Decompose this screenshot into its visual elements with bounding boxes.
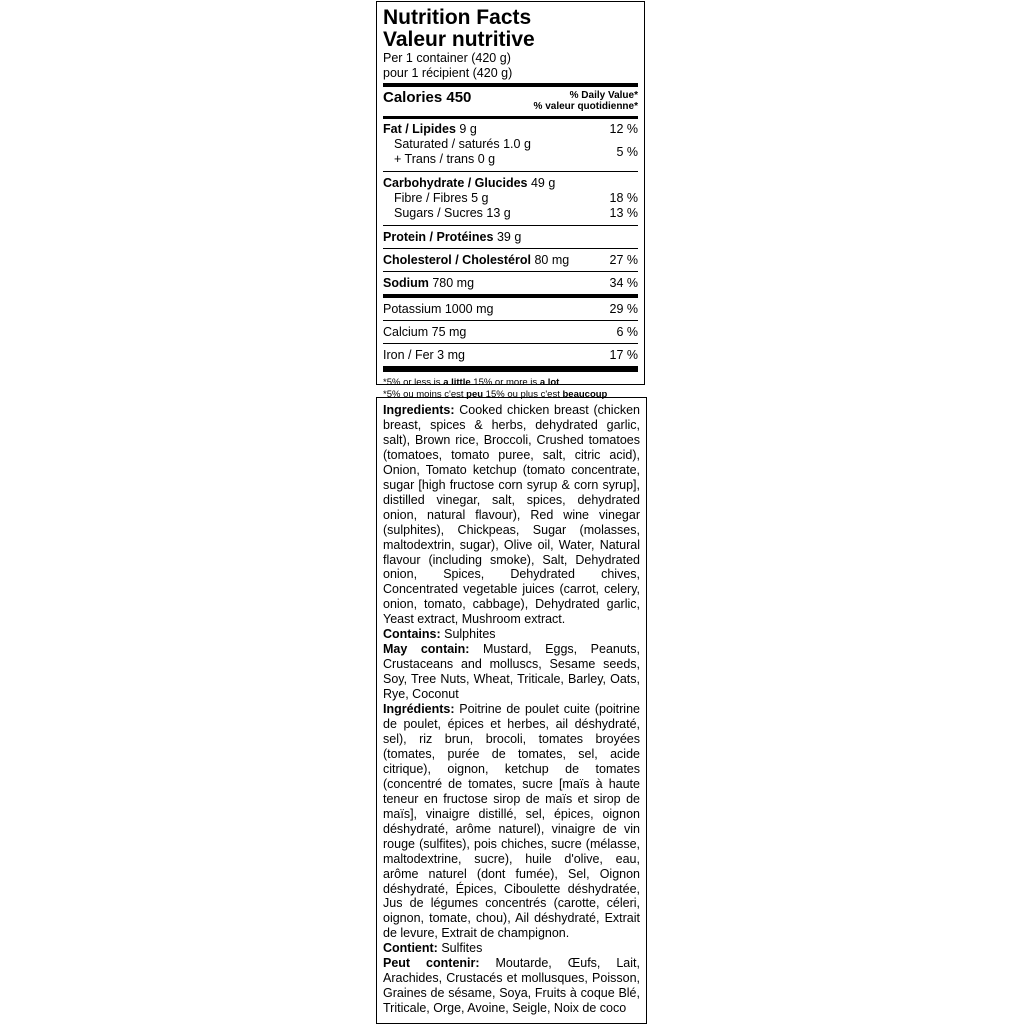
serving-size-fr: pour 1 récipient (420 g) — [383, 66, 513, 80]
nutrition-title-en: Nutrition Facts — [383, 6, 532, 29]
sugars-row — [383, 206, 638, 221]
fat-percent: 12 % — [609, 122, 638, 136]
divider — [383, 366, 638, 372]
divider — [383, 320, 638, 321]
may-contain-en-text: Mustard, Eggs, Peanuts, Crustaceans and molluscs, Sesame seeds, Soy, Tree Nuts, Wheat, Triticale, Barley, Oats, Rye, Coconut — [383, 642, 640, 702]
may-contain-en — [383, 642, 640, 702]
may-contain-fr — [383, 956, 640, 1016]
contains-fr-label: Contient: — [383, 941, 438, 956]
contains-en-text: Sulphites — [440, 627, 496, 642]
cholesterol-label: Cholesterol / Cholestérol — [383, 253, 531, 267]
sodium-label: Sodium — [383, 276, 429, 290]
footnote-en — [383, 377, 638, 389]
potassium-row — [383, 302, 638, 317]
divider — [383, 116, 638, 119]
fat-row — [383, 122, 638, 137]
calories: Calories 450 — [383, 89, 472, 106]
calories-row — [383, 87, 638, 116]
ingredients-fr-label: Ingrédients: — [383, 702, 455, 717]
footnote-en-text: 15% or more is — [470, 377, 540, 388]
divider — [383, 225, 638, 226]
ingredients-en-text: Cooked chicken breast (chicken breast, spices & herbs, dehydrated garlic, salt), Brown rice, Broccoli, Crushed tomatoes (tomatoes, tomato puree, salt, citric acid), Onion, Tomato ketchup (tomato concentrate, sugar [high fructose corn syrup & corn syrup], distilled vinegar, salt, spices, dehydrated onion, natural flavour), Red wine vinegar (sulphites), Chickpeas, Sugar (molasses, maltodextrin, sugar), Olive oil, Water, Natural flavour (including smoke), Salt, Dehydrated onion, Spices, Dehydrated chives, Concentrated vegetable juices (carrot, celery, onion, tomato, cabbage), Dehydrated garlic, Yeast extract, Mushroom extract. — [383, 403, 640, 627]
daily-value-header — [534, 90, 638, 112]
protein-row — [383, 230, 638, 245]
iron-percent: 17 % — [609, 348, 638, 362]
ingredients-fr — [383, 702, 640, 941]
protein-amount: 39 g — [496, 230, 522, 244]
cholesterol-percent: 27 % — [609, 253, 638, 267]
iron-label: Iron / Fer 3 mg — [383, 348, 465, 362]
footnote-fr-text: 15% ou plus c'est — [483, 389, 563, 400]
may-contain-fr-text: Moutarde, Œufs, Lait, Arachides, Crustacés et mollusques, Poisson, Graines de sésame, Soya, Fruits à coque Blé, Triticale, Orge, Avoine, Seigle, Noix de coco — [383, 956, 640, 1016]
fibre-row — [383, 191, 638, 206]
serving-size-en: Per 1 container (420 g) — [383, 51, 511, 65]
contains-en-label: Contains: — [383, 627, 441, 642]
carbohydrate-amount: 49 g — [530, 176, 556, 190]
divider — [383, 271, 638, 272]
fat-amount: 9 g — [459, 122, 477, 136]
ingredients-en-label: Ingredients: — [383, 403, 455, 417]
nutrition-title-fr: Valeur nutritive — [383, 28, 535, 51]
cholesterol-amount: 80 mg — [534, 253, 570, 267]
potassium-percent: 29 % — [609, 302, 638, 316]
iron-row — [383, 348, 638, 363]
ingredients-fr-text: Poitrine de poulet cuite (poitrine de poulet, épices et herbes, ail déshydraté, sel), riz brun, brocoli, tomates broyées (tomates, purée de tomates, sel, acide citrique), oignon, ketchup de tomates (concentré de tomates, sucre [maïs à haute teneur en fructose sirop de maïs et sirop de maïs], vinaigre distillé, sel, épices, oignon déshydraté, arôme naturel), vinaigre de vin rouge (sulfites), pois chiches, sucre (mélasse, maltodextrine, sucre), huile d'olive, eau, arôme naturel (dont fumée), Sel, Oignon déshydraté, Épices, Ciboulette déshydratée, Jus de légumes concentrés (carotte, céleri, oignon, tomate, chou), Ail déshydraté, Extrait de levure, Extrait de champignon. — [383, 702, 640, 941]
potassium-label: Potassium 1000 mg — [383, 302, 494, 316]
ingredients-en — [383, 403, 640, 627]
sugars-label: Sugars / Sucres 13 g — [394, 206, 511, 220]
daily-value-fr: % valeur quotidienne* — [533, 101, 638, 112]
footnote-en-little: a little — [443, 377, 471, 388]
calcium-percent: 6 % — [616, 325, 638, 339]
carbohydrate-label: Carbohydrate / Glucides — [383, 176, 528, 190]
divider — [383, 294, 638, 298]
footnote-fr-peu: peu — [466, 389, 484, 400]
footnote-fr-beaucoup: beaucoup — [562, 389, 608, 400]
fibre-label: Fibre / Fibres 5 g — [394, 191, 489, 205]
contains-en — [383, 627, 640, 642]
fat-label: Fat / Lipides — [383, 122, 456, 136]
cholesterol-row — [383, 253, 638, 268]
daily-value-en: % Daily Value* — [569, 90, 638, 101]
saturated-trans-row — [383, 137, 638, 167]
sodium-amount: 780 mg — [432, 276, 475, 290]
saturated-label: Saturated / saturés 1.0 g — [394, 137, 531, 151]
calcium-row — [383, 325, 638, 340]
contains-fr — [383, 941, 640, 956]
fibre-percent: 18 % — [609, 191, 638, 205]
divider — [383, 171, 638, 172]
footnote-fr-text: *5% ou moins c'est — [383, 389, 467, 400]
trans-label: + Trans / trans 0 g — [394, 152, 496, 166]
calcium-label: Calcium 75 mg — [383, 325, 467, 339]
carbohydrate-row — [383, 176, 638, 191]
nutrition-facts-table — [376, 1, 645, 400]
footnote-en-text: *5% or less is — [383, 377, 444, 388]
saturated-trans-percent: 5 % — [616, 144, 638, 159]
contains-fr-text: Sulfites — [437, 941, 483, 956]
sugars-percent: 13 % — [609, 206, 638, 220]
ingredients-panel — [376, 397, 647, 1024]
protein-label: Protein / Protéines — [383, 230, 494, 244]
may-contain-fr-label: Peut contenir: — [383, 956, 480, 971]
divider — [383, 248, 638, 249]
divider — [383, 343, 638, 344]
may-contain-en-label: May contain: — [383, 642, 470, 657]
footnote-en-lot: a lot — [539, 377, 560, 388]
sodium-row — [383, 276, 638, 291]
sodium-percent: 34 % — [609, 276, 638, 290]
